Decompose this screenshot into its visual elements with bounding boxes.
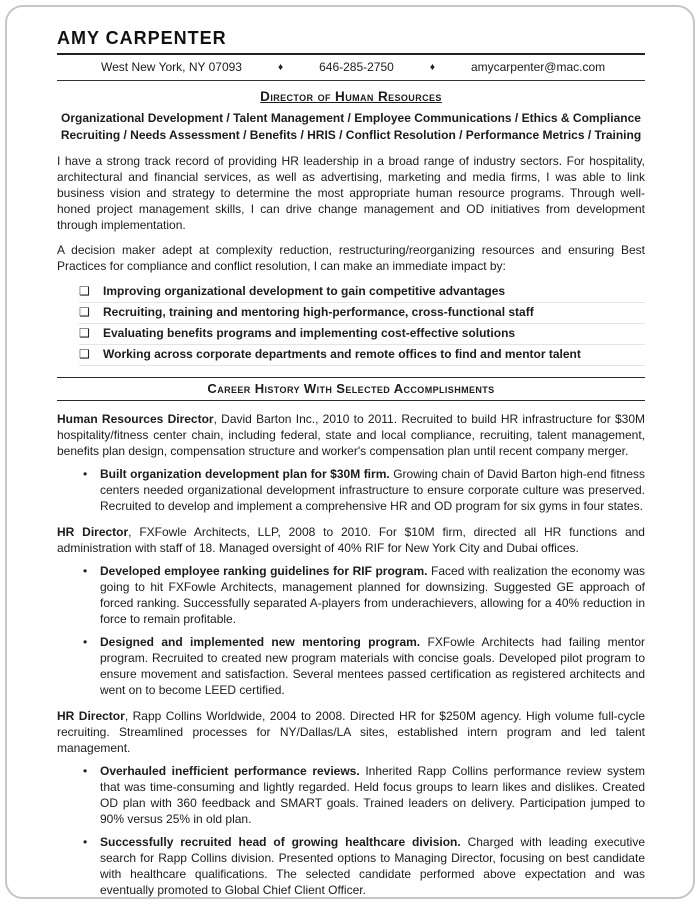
job-entry bbox=[57, 524, 645, 698]
accomplishment-item bbox=[83, 563, 645, 627]
accomplishment-body: FXFowle Architects had failing mentor program. Recruited to created new program materials with concise goals. Developed pilot program to ensure movement and satisfaction. Several mentees passed certification as registered architects and went on to become LEED certified. bbox=[100, 635, 645, 697]
section-header-career-history: Career History With Selected Accomplishments bbox=[57, 377, 645, 401]
diamond-separator-icon: ♦ bbox=[429, 61, 435, 73]
impact-item-text: Recruiting, training and mentoring high-performance, cross-functional staff bbox=[103, 305, 534, 319]
accomplishment-text bbox=[100, 634, 645, 698]
skills-line-1: Organizational Development / Talent Management / Employee Communications / Ethics & Compliance bbox=[61, 111, 641, 125]
job-summary bbox=[57, 411, 645, 459]
accomplishment-item bbox=[83, 834, 645, 898]
job-summary bbox=[57, 708, 645, 756]
job-title: Human Resources Director bbox=[57, 412, 214, 426]
profile-paragraph: I have a strong track record of providing HR leadership in a broad range of industry sectors. For hospitality, architectural and financial services, as well as advertising, marketing and media firms, I was able to link business vision and strategy to determine the most appropriate human resource programs. Through well-honed project management skills, I can drive change management and OD initiatives from development through implementation. bbox=[57, 154, 645, 232]
accomplishment-item bbox=[83, 466, 645, 514]
bullet-point-icon: • bbox=[83, 835, 88, 849]
bullet-point-icon: • bbox=[83, 635, 88, 649]
job-entry bbox=[57, 708, 645, 898]
accomplishment-body: Faced with realization the economy was going to hit FXFowle Architects, management planned for downsizing. Suggested GE approach of forced ranking. Successfully separated A-players from underachievers, allowing for a 40% reduction in force to remain profitable. bbox=[100, 564, 645, 626]
impact-intro-paragraph: A decision maker adept at complexity reduction, restructuring/reorganizing resources and ensuring Best Practices for compliance and conflict resolution, I can make an immediate impact by: bbox=[57, 243, 645, 273]
contact-line bbox=[57, 55, 645, 80]
job-summary bbox=[57, 524, 645, 556]
bullet-point-icon: • bbox=[83, 467, 88, 481]
checkbox-bullet-icon: ❑ bbox=[79, 347, 90, 361]
accomplishment-lead: Overhauled inefficient performance reviews. bbox=[100, 764, 360, 778]
impact-item bbox=[79, 282, 645, 303]
diamond-separator-icon: ♦ bbox=[277, 61, 284, 73]
contact-phone: 646-285-2750 bbox=[319, 60, 394, 74]
job-summary-text: , David Barton Inc., 2010 to 2011. Recruited to build HR infrastructure for $30M hospitality/fitness center chain, including federal, state and local compliance, recruiting, talent management, benefits plan design, compensation structure and worker's compensation plan until recent company merger. bbox=[57, 412, 645, 458]
impact-item bbox=[79, 324, 645, 345]
accomplishment-text bbox=[100, 563, 645, 627]
skills-line-2: Recruiting / Needs Assessment / Benefits / HRIS / Conflict Resolution / Performance Metrics / Training bbox=[60, 128, 642, 142]
impact-list bbox=[79, 282, 645, 366]
accomplishment-lead: Developed employee ranking guidelines for RIF program. bbox=[100, 564, 428, 578]
impact-item bbox=[79, 345, 645, 366]
job-summary-text: , Rapp Collins Worldwide, 2004 to 2008. Directed HR for $250M agency. High volume full-cycle recruiting. Streamlined processes for NY/Dallas/LA sites, established intern program and led talent management. bbox=[57, 709, 645, 755]
impact-item-text: Improving organizational development to gain competitive advantages bbox=[103, 284, 506, 298]
job-title: HR Director bbox=[57, 525, 129, 539]
accomplishment-lead: Successfully recruited head of growing healthcare division. bbox=[100, 835, 461, 849]
impact-item-text: Working across corporate departments and remote offices to find and mentor talent bbox=[103, 347, 581, 361]
accomplishment-body: Charged with leading executive search for Rapp Collins division. Presented options to Managing Director, focusing on best candidate with healthcare qualifications. The selected candidate performed above expectation and was eventually promoted to Global Chief Client Officer. bbox=[100, 835, 645, 897]
bullet-point-icon: • bbox=[83, 764, 88, 778]
accomplishment-text bbox=[100, 834, 645, 898]
accomplishment-item bbox=[83, 763, 645, 827]
job-title: HR Director bbox=[57, 709, 125, 723]
accomplishment-body: Growing chain of David Barton high-end fitness centers needed organizational development infrastructure to ensure corporate culture was preserved. Recruited to develop and implement a comprehensive HR and OD program for six gyms in four states. bbox=[100, 467, 646, 513]
job-entry bbox=[57, 411, 645, 514]
resume-title: Director of Human Resources bbox=[260, 89, 442, 104]
contact-location: West New York, NY 07093 bbox=[101, 60, 242, 74]
checkbox-bullet-icon: ❑ bbox=[79, 284, 90, 298]
job-summary-text: , FXFowle Architects, LLP, 2008 to 2010. For $10M firm, directed all HR functions and administration with staff of 18. Managed oversight of 40% RIF for New York City and Dubai offices. bbox=[57, 525, 645, 555]
resume-content bbox=[57, 28, 645, 904]
accomplishment-lead: Built organization development plan for $30M firm. bbox=[100, 467, 390, 481]
impact-item-text: Evaluating benefits programs and implementing cost-effective solutions bbox=[103, 326, 516, 340]
accomplishment-text bbox=[100, 763, 645, 827]
accomplishment-text bbox=[100, 466, 645, 514]
impact-item bbox=[79, 303, 645, 324]
checkbox-bullet-icon: ❑ bbox=[79, 305, 90, 319]
accomplishment-lead: Designed and implemented new mentoring program. bbox=[100, 635, 421, 649]
accomplishment-body: Inherited Rapp Collins performance review system that was time-consuming and lightly regarded. Held focus groups to learn likes and dislikes. Created OD plan with 360 feedback and SMART goals. Trained leaders on delivery. Participation jumped to 90% versus 25% in old plan. bbox=[100, 764, 645, 826]
accomplishment-item bbox=[83, 634, 645, 698]
contact-email: amycarpenter@mac.com bbox=[470, 60, 606, 74]
checkbox-bullet-icon: ❑ bbox=[79, 326, 90, 340]
skills-summary bbox=[57, 110, 645, 144]
bullet-point-icon: • bbox=[83, 564, 88, 578]
header-divider-bottom bbox=[57, 80, 645, 81]
candidate-name: AMY CARPENTER bbox=[57, 28, 227, 48]
